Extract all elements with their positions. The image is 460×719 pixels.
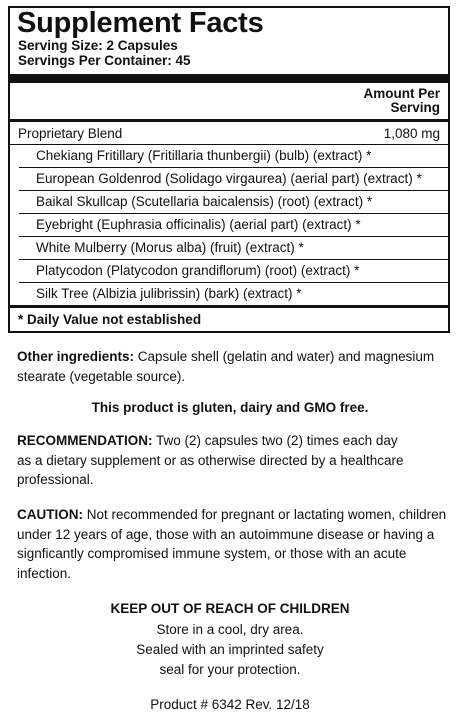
keep-out-warning <box>0 599 460 619</box>
allergen-statement <box>0 398 460 418</box>
recommendation-text: Two (2) capsules two (2) times each day as a dietary supplement or as otherwise directed by a healthcare professional. <box>17 433 404 487</box>
amount-per-serving-header <box>10 83 448 119</box>
recommendation-label: RECOMMENDATION: <box>17 433 153 448</box>
keep-out-text: KEEP OUT OF REACH OF CHILDREN <box>110 601 350 616</box>
ingredient-row: European Goldenrod (Solidago virgaurea) (aerial part) (extract) * <box>19 168 448 191</box>
ingredient-row: Platycodon (Platycodon grandiflorum) (root) (extract) * <box>19 260 448 283</box>
blend-name: Proprietary Blend <box>18 125 123 141</box>
product-number: Product # 6342 Rev. 12/18 <box>150 697 310 712</box>
caution <box>17 505 449 583</box>
blend-row <box>10 122 448 145</box>
caution-text: Not recommended for pregnant or lactating women, children under 12 years of age, those with an autoimmune disease or having a signficantly compromised immune system, or those with an acute infection. <box>17 507 447 581</box>
blend-amount: 1,080 mg <box>383 125 440 141</box>
seal-statement-line-1: Sealed with an imprinted safety <box>136 642 324 657</box>
daily-value-footnote: * Daily Value not established <box>10 305 448 329</box>
recommendation <box>17 431 412 490</box>
serving-size: Serving Size: 2 Capsules <box>18 38 178 53</box>
ingredient-row: Baikal Skullcap (Scutellaria baicalensis) (root) (extract) * <box>19 191 448 214</box>
allergen-statement-text: This product is gluten, dairy and GMO free. <box>91 400 369 415</box>
ingredient-row: White Mulberry (Morus alba) (fruit) (extract) * <box>19 237 448 260</box>
thick-divider <box>10 74 448 83</box>
amount-header-line-2: Serving <box>390 100 440 115</box>
facts-title: Supplement Facts <box>17 7 264 39</box>
amount-header-line-1: Amount Per <box>363 86 440 101</box>
supplement-facts-panel <box>8 6 450 333</box>
other-ingredients-label: Other ingredients: <box>17 349 135 364</box>
ingredient-row: Silk Tree (Albizia julibrissin) (bark) (extract) * <box>36 286 302 301</box>
servings-per-container: Servings Per Container: 45 <box>18 53 191 68</box>
ingredient-row: Eyebright (Euphrasia officinalis) (aerial part) (extract) * <box>19 214 448 237</box>
caution-label: CAUTION: <box>17 507 83 522</box>
storage-instructions: Store in a cool, dry area. <box>156 622 304 637</box>
ingredient-row: Chekiang Fritillary (Fritillaria thunbergii) (bulb) (extract) * <box>19 145 448 168</box>
other-ingredients <box>17 347 447 386</box>
seal-statement-line-2: seal for your protection. <box>159 662 301 677</box>
other-ingredients-text: Capsule shell (gelatin and water) and magnesium stearate (vegetable source). <box>17 349 435 384</box>
